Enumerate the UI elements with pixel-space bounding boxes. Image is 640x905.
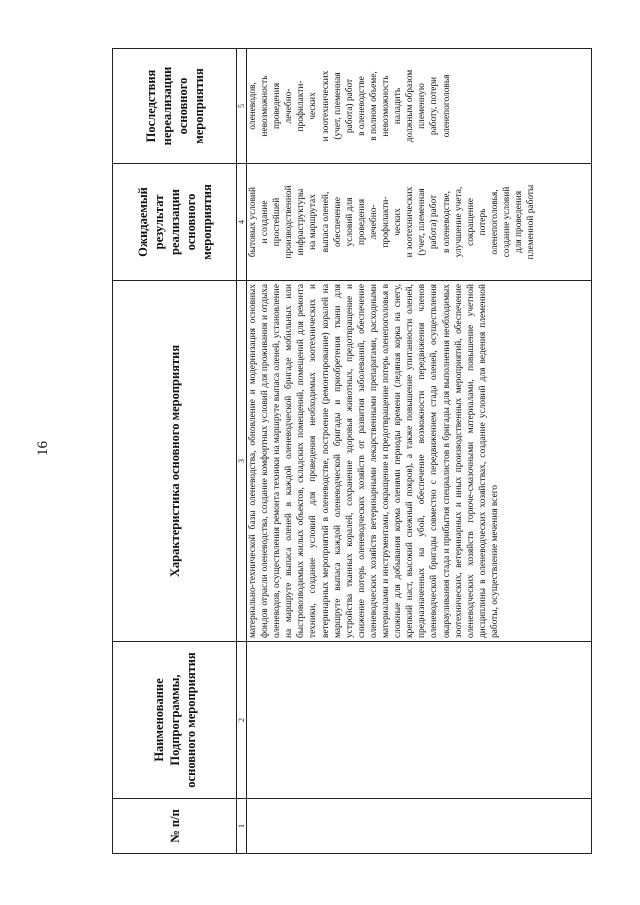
expected-line: племенной работы (526, 184, 537, 260)
expected-line: и зоотехнических (405, 186, 416, 258)
expected-line: (учет, племенная (417, 188, 428, 256)
expected-line: в оленеводстве, (441, 190, 452, 254)
cell-num (247, 799, 592, 854)
program-table (112, 48, 592, 854)
column-number: 5 (237, 49, 247, 164)
column-number: 3 (237, 281, 247, 642)
cell-consequences (247, 49, 592, 164)
table-row (247, 49, 592, 854)
expected-line: бытовых условий (248, 186, 258, 258)
consequence-line: племенную (417, 83, 428, 129)
cell-expected-result (247, 164, 592, 281)
consequence-line: оленепоголовья (441, 74, 452, 138)
column-number: 2 (237, 642, 247, 799)
consequence-line: (учет, племенная (332, 72, 343, 140)
consequence-line: и зоотехнических (320, 70, 331, 142)
expected-line: работа) работ (429, 194, 440, 250)
header-expected-result: Ожидаемый результат реализации основного мероприятия (113, 164, 237, 281)
page-number: 16 (35, 441, 51, 456)
consequence-line: в полном объеме, (368, 71, 379, 141)
rotated-table-container (112, 66, 592, 854)
expected-line: обеспечение (332, 197, 343, 247)
expected-line: для проведения (514, 190, 525, 254)
header-consequences: Последствия нереализации основного мероприятия (113, 49, 237, 164)
expected-line: оленепоголовья, (489, 189, 500, 255)
expected-line: улучшение учета, (453, 186, 464, 258)
expected-line: производственной (284, 185, 295, 259)
table-header-row (113, 49, 237, 854)
consequence-line: профилакти- (296, 80, 307, 132)
header-num: № п/п (113, 799, 237, 854)
column-number-row (237, 49, 247, 854)
consequence-line: оленеводов, (248, 82, 258, 130)
expected-line: простейшей (272, 197, 283, 247)
expected-line: на маршрутах (308, 194, 319, 250)
expected-line: инфраструктуры (296, 188, 307, 256)
expected-line: условий для (344, 197, 355, 247)
expected-line: создание условий (501, 186, 512, 258)
consequence-line: должным образом (405, 69, 416, 143)
column-number: 1 (237, 799, 247, 854)
consequence-line: ческих (308, 92, 319, 120)
consequence-line: в оленеводстве (356, 76, 367, 136)
consequence-line: невозможность (381, 75, 392, 137)
consequence-line: невозможность (260, 75, 271, 137)
cell-name (247, 642, 592, 799)
cell-description: материально-технической базы оленеводства, обновление и модернизация основных фондов отрасли оленеводства, создание комфортных условий для проживания и отдыха оленеводов, осуществления ремонта техники на маршруте выпаса оленей, установление на маршруте выпаса оленей в каждой оленеводческой бригаде мобильных или быстровозводимых жилых объектов, складских помещений, помещений для ремонта техники, создание условий для проведения необходимых зоотехнических и ветеринарных мероприятий в оленеводстве, построение (ремонтирование) коралей на маршруте выпаса каждой оленеводческой бригады и приобретения ткани для устройства тканных коралей, сохранение здоровья животных, предотвращение и снижение потерь оленеводческих хозяйств от развития заболеваний, обеспечение оленеводческих хозяйств ветеринарными лекарственными препаратами, расходными материалами и инструментами, сокращение и предотвращение потерь оленепоголовья в сложные для добывания корма оленями периоды времени (ледяная корка на снегу, крепкий наст, высокий снежный покров), а также повышение упитанности оленей, предназначенных на убой, обеспечение возможности передвижения членов оленеводческой бригады совместно с передвижением стада оленей, осуществления окарауливания стада и прибытия специалистов в бригады для выполнения необходимых зоотехнических, ветеринарных и иных производственных мероприятий, обеспечение оленеводческих хозяйств горюче-смазочными материалами, повышение учетной дисциплины в оленеводческих хозяйствах, создание условий для ведения племенной работы, осуществление мечения всего (247, 281, 592, 642)
expected-line: сокращение (465, 198, 476, 246)
header-description: Характеристика основного мероприятия (113, 281, 237, 642)
expected-line: проведения (356, 198, 367, 246)
expected-line: профилакти- (381, 196, 392, 248)
consequence-line: лечебно- (284, 88, 295, 124)
consequence-line: работа) работ (344, 78, 355, 134)
expected-line: лечебно- (368, 204, 379, 240)
expected-line: и создание (260, 200, 271, 244)
expected-line: ческих (393, 208, 404, 236)
column-number: 4 (237, 164, 247, 281)
expected-line: выпаса оленей, (320, 191, 331, 253)
header-name: Наименование Подпрограммы, основного мероприятия (113, 642, 237, 799)
consequence-line: проведения (272, 82, 283, 130)
consequence-line: работу, потери (429, 76, 440, 136)
expected-line: потерь (477, 208, 488, 236)
consequence-line: наладить (393, 87, 404, 125)
